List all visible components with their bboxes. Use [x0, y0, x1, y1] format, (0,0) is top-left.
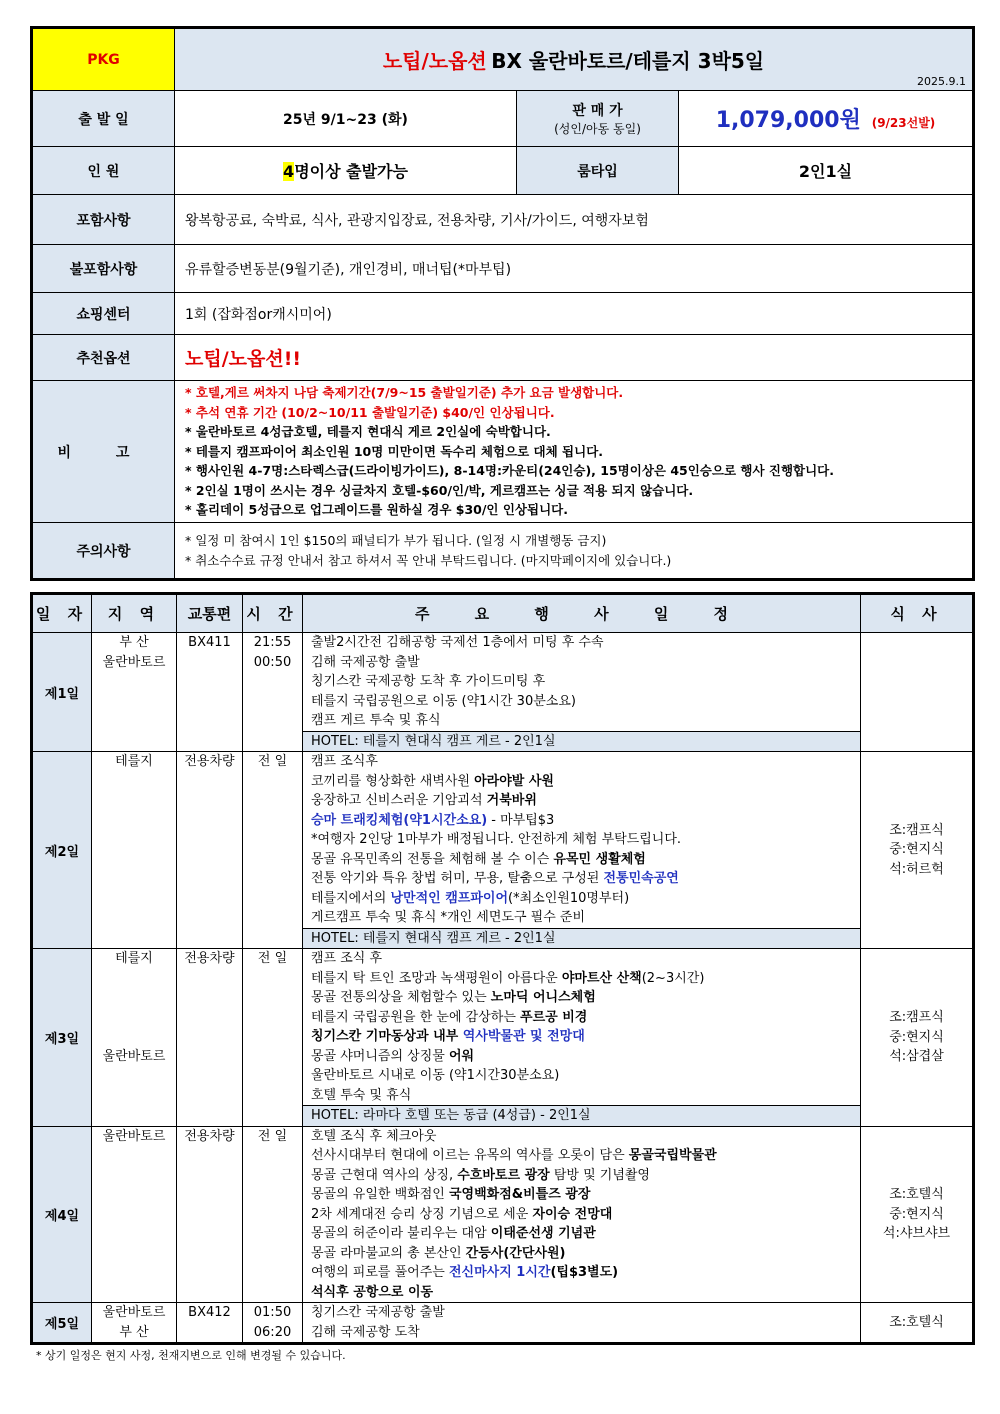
- activities-cell: [303, 1126, 861, 1303]
- activity-text: 탐방 및 기념촬영: [549, 1167, 650, 1183]
- note-item: * 울란바토르 4성급호텔, 테를지 현대식 게르 2인실에 숙박합니다.: [185, 424, 551, 440]
- activities-cell: [303, 1303, 861, 1343]
- activity-text: 캠프 조식후: [311, 754, 378, 769]
- col-header-activities: 주 요 행 사 일 정: [303, 595, 861, 633]
- activity-line: [303, 1127, 860, 1147]
- meals-cell: [861, 949, 973, 1127]
- activity-line: [303, 1166, 860, 1186]
- activity-line: [303, 1303, 860, 1323]
- activity-text: *여행자 2인당 1마부가 배정됩니다. 안전하게 체험 부탁드립니다.: [311, 832, 682, 847]
- people-num: 4: [283, 162, 295, 181]
- activity-line: [303, 1283, 860, 1303]
- activity-line: [303, 1086, 860, 1106]
- time-cell: [243, 1303, 303, 1343]
- activity-text: 울란바토르 시내로 이동 (약1시간30분소요): [311, 1068, 560, 1083]
- activities-cell: [303, 752, 861, 949]
- activity-text: 테를지 국립공원으로 이동 (약1시간 30분소요): [311, 693, 576, 709]
- activity-text: 야마트산 산책: [561, 970, 642, 986]
- activity-text: 몽골 유목민족의 전통을 체험해 볼 수 이슨: [311, 851, 554, 867]
- region-cell-line: [92, 1008, 176, 1028]
- schedule-box: [30, 592, 975, 1345]
- activity-text: 2차 세계대전 승리 상징 기념으로 세운: [311, 1206, 533, 1222]
- exclude-label: 불포함사항: [33, 245, 175, 293]
- transport-cell: [177, 752, 243, 949]
- shop-value: 1회 (잡화점or캐시미어): [175, 293, 973, 335]
- region-cell-line: 테를지: [115, 951, 153, 966]
- hotel-line: HOTEL: 테를지 현대식 캠프 게르 - 2인1실: [303, 928, 860, 949]
- activity-text: 웅장하고 신비스러운 기암괴석: [311, 793, 487, 808]
- meals-cell-line: 중:현지식: [889, 1206, 944, 1222]
- activity-line: [303, 889, 860, 909]
- activity-line: [303, 791, 860, 811]
- activity-line: [303, 869, 860, 889]
- caution-list: [175, 523, 973, 579]
- time-cell-line: 전 일: [257, 754, 288, 769]
- activity-text: 몽골 전통의상을 체험할수 있는: [311, 990, 491, 1005]
- price-cell: [679, 91, 973, 147]
- activity-text: 유목민 생활체험: [553, 851, 646, 867]
- activity-text: 전통 악기와 특유 창법 허미, 무용, 탈춤으로 구성된: [311, 871, 604, 886]
- time-cell-line: 전 일: [257, 1128, 288, 1144]
- meals-cell-line: 조:캠프식: [889, 822, 944, 838]
- room-label: 룸타입: [517, 147, 679, 195]
- activity-text: 출발2시간전 김해공항 국제선 1층에서 미팅 후 수속: [311, 635, 604, 650]
- day-row: [33, 1303, 973, 1343]
- schedule-body: [33, 633, 973, 1343]
- activity-text: 김해 국제공항 출발: [311, 654, 420, 670]
- activity-text: 캠프 게르 투숙 및 휴식: [311, 713, 441, 728]
- shop-label: 쇼핑센터: [33, 293, 175, 335]
- note-item: * 홀리데이 5성급으로 업그레이드를 원하실 경우 $30/인 인상됩니다.: [185, 502, 568, 518]
- region-cell-line: [92, 1027, 176, 1047]
- activity-text: 전통민속공연: [603, 871, 679, 886]
- meals-cell: [861, 1126, 973, 1303]
- activity-line: [303, 672, 860, 692]
- activity-line: [303, 772, 860, 792]
- note-item: * 행사인원 4-7명:스타렉스급(드라이빙가이드), 8-14명:카운티(24인승), 15명이상은 45인승으로 행사 진행합니다.: [185, 463, 834, 479]
- title-red: 노팁/노옵션: [382, 49, 487, 73]
- region-cell: [92, 633, 177, 752]
- transport-cell-line: BX411: [188, 635, 231, 650]
- region-cell-line: 테를지: [115, 754, 153, 769]
- activity-text: 승마 트래킹체험(약1시간소요): [311, 812, 488, 828]
- activity-text: 몽골 샤머니즘의 상징물: [311, 1048, 449, 1064]
- activity-line: [303, 1185, 860, 1205]
- activity-text: 테를지 국립공원을 한 눈에 감상하는: [311, 1009, 521, 1025]
- activity-text: 캠프 조식 후: [311, 951, 383, 966]
- col-header-time: 시 간: [243, 595, 303, 633]
- price-sub-label: (성인/아동 동일): [554, 122, 641, 136]
- col-header-transport: 교통편: [177, 595, 243, 633]
- people-label: 인 원: [33, 147, 175, 195]
- activity-line: [303, 752, 860, 772]
- transport-cell: [177, 949, 243, 1127]
- page-title: [175, 29, 973, 91]
- hotel-line: HOTEL: 테를지 현대식 캠프 게르 - 2인1실: [303, 731, 860, 752]
- activity-line: [303, 850, 860, 870]
- price-label-cell: [517, 91, 679, 147]
- people-value: 명이상 출발가능: [294, 162, 408, 181]
- activity-text: 여행의 피로를 풀어주는: [311, 1265, 449, 1280]
- region-cell-line: [92, 988, 176, 1008]
- day-label: 제4일: [33, 1126, 92, 1303]
- activity-line: [303, 988, 860, 1008]
- time-cell: [243, 633, 303, 752]
- activity-text: 역사박물관 및 전망대: [462, 1029, 585, 1044]
- caution-item: * 일정 미 참여시 1인 $150의 패널티가 부가 됩니다. (일정 시 개별행동 금지): [185, 532, 607, 548]
- meals-cell-line: 조:캠프식: [889, 1010, 944, 1025]
- activity-line: [303, 1205, 860, 1225]
- activities-cell: [303, 633, 861, 752]
- meals-cell-line: 조:호텔식: [889, 1314, 944, 1330]
- time-cell-line: 01:50: [253, 1305, 292, 1320]
- notes-list: [175, 381, 973, 523]
- meals-cell-line: 석:허르헉: [889, 861, 944, 877]
- activity-text: 칭기스칸 국제공항 도착 후 가이드미팅 후: [311, 674, 546, 689]
- time-cell: [243, 1126, 303, 1303]
- price-note: (9/23선발): [871, 116, 936, 130]
- activity-text: 국영백화점&비틀즈 광장: [448, 1187, 591, 1202]
- meals-cell: [861, 752, 973, 949]
- activity-text: 자이승 전망대: [532, 1206, 613, 1222]
- activity-text: 이태준선생 기념관: [490, 1226, 596, 1241]
- day-row: [33, 949, 973, 1127]
- option-value: 노팁/노옵션!!: [175, 335, 973, 381]
- note-item: * 호텔,게르 써차지 나담 축제기간(7/9~15 출발일기준) 추가 요금 발생합니다.: [185, 385, 624, 401]
- transport-cell: [177, 633, 243, 752]
- col-header-region: 지 역: [92, 595, 177, 633]
- day-label: 제5일: [33, 1303, 92, 1343]
- region-cell-line: 울란바토르: [102, 1128, 166, 1144]
- meals-cell: [861, 1303, 973, 1343]
- meals-cell: [861, 633, 973, 752]
- activity-text: 몽골국립박물관: [628, 1148, 717, 1163]
- region-cell: [92, 949, 177, 1127]
- meals-cell-line: 중:현지식: [889, 842, 944, 858]
- activity-line: [303, 949, 860, 969]
- region-cell-line: 울란바토르: [102, 654, 166, 670]
- hotel-line: HOTEL: 라마다 호텔 또는 동급 (4성급) - 2인1실: [303, 1105, 860, 1126]
- activity-line: [303, 969, 860, 989]
- transport-cell: [177, 1303, 243, 1343]
- activity-text: 선사시대부터 현대에 이르는 유목의 역사를 오롯이 담은: [311, 1148, 629, 1163]
- activity-line: [303, 1263, 860, 1283]
- activity-text: - 마부팁$3: [487, 812, 555, 828]
- activities-cell: [303, 949, 861, 1127]
- region-cell: [92, 1126, 177, 1303]
- note-item: * 테를지 캠프파이어 최소인원 10명 미만이면 독수리 체험으로 대체 됩니다.: [185, 443, 604, 459]
- caution-item: * 취소수수료 규정 안내서 참고 하셔서 꼭 안내 부탁드립니다. (마지막페이지에 있습니다.): [185, 552, 672, 568]
- region-cell-line: 울란바토르: [102, 1305, 166, 1320]
- activity-text: 거북바위: [486, 793, 537, 808]
- activity-text: 코끼리를 형상화한 새벽사원: [311, 773, 475, 789]
- room-value: 2인1실: [679, 147, 973, 195]
- transport-cell: [177, 1126, 243, 1303]
- time-cell-line: 전 일: [257, 951, 288, 966]
- activity-text: 몽골의 유일한 백화점인: [311, 1187, 449, 1202]
- activity-text: 수흐바토르 광장: [457, 1167, 550, 1183]
- note-item: * 2인실 1명이 쓰시는 경우 싱글차지 호텔-$60/인/박, 게르캠프는 싱글 적용 되지 않습니다.: [185, 482, 694, 498]
- meals-cell-line: 조:호텔식: [889, 1187, 944, 1202]
- include-value: 왕복항공료, 숙박료, 식사, 관광지입장료, 전용차량, 기사/가이드, 여행자보험: [175, 195, 973, 245]
- activity-text: 석식후 공항으로 이동: [311, 1284, 434, 1300]
- meals-cell-line: 석:삼겹살: [889, 1049, 944, 1064]
- transport-cell-line: 전용차량: [184, 1128, 235, 1144]
- departure-value: 25년 9/1~23 (화): [175, 91, 517, 147]
- activity-text: 낭만적인 캠프파이어: [390, 890, 509, 906]
- activity-text: (*최소인원10명부터): [508, 890, 630, 906]
- transport-cell-line: 전용차량: [184, 951, 235, 966]
- title-main: BX 울란바토르/테를지 3박5일: [491, 49, 765, 73]
- day-row: [33, 1126, 973, 1303]
- activity-line: [303, 1146, 860, 1166]
- activity-line: [303, 711, 860, 731]
- time-cell-line: 21:55: [253, 635, 292, 650]
- activity-text: 게르캠프 투숙 및 휴식 *개인 세면도구 필수 준비: [311, 910, 586, 925]
- people-value-cell: [175, 147, 517, 195]
- region-cell-line: [92, 969, 176, 989]
- time-cell: [243, 949, 303, 1127]
- activity-text: 몽골의 허준이라 불리우는 대암: [311, 1226, 491, 1241]
- activity-text: 칭기스칸 기마동상과 내부: [311, 1029, 463, 1044]
- region-cell-line: 울란바토르: [102, 1048, 166, 1064]
- option-label: 추천옵션: [33, 335, 175, 381]
- activity-text: (2~3시간): [641, 970, 705, 986]
- footnote: * 상기 일정은 현지 사정, 천재지변으로 인해 변경될 수 있습니다.: [36, 1349, 346, 1362]
- activity-line: [303, 692, 860, 712]
- activity-text: 아라야발 사원: [474, 773, 554, 789]
- include-label: 포함사항: [33, 195, 175, 245]
- meals-cell-line: 중:현지식: [889, 1029, 944, 1045]
- activity-line: [303, 1224, 860, 1244]
- activity-text: 호텔 투숙 및 휴식: [311, 1087, 412, 1103]
- caution-label: 주의사항: [33, 523, 175, 579]
- note-item: * 추석 연휴 기간 (10/2~10/11 출발일기준) $40/인 인상됩니다.: [185, 404, 555, 420]
- activity-text: 푸르공 비경: [520, 1009, 588, 1025]
- day-label: 제1일: [33, 633, 92, 752]
- day-label: 제2일: [33, 752, 92, 949]
- info-table: [32, 28, 973, 579]
- region-cell: [92, 1303, 177, 1343]
- activity-text: 전신마사지 1시간: [448, 1265, 551, 1280]
- day-row: [33, 633, 973, 752]
- region-cell-line: 부 산: [119, 635, 149, 650]
- activity-line: [303, 1047, 860, 1067]
- activity-line: [303, 1323, 860, 1343]
- day-label: 제3일: [33, 949, 92, 1127]
- issue-date: 2025.9.1: [917, 75, 966, 88]
- activity-line: [303, 1066, 860, 1086]
- exclude-value: 유류할증변동분(9월기준), 개인경비, 매너팁(*마부팁): [175, 245, 973, 293]
- region-cell-line: 부 산: [119, 1324, 149, 1340]
- activity-line: [303, 633, 860, 653]
- activity-line: [303, 811, 860, 831]
- activity-line: [303, 908, 860, 928]
- time-cell-line: 00:50: [253, 654, 292, 670]
- transport-cell-line: BX412: [188, 1305, 231, 1320]
- time-cell: [243, 752, 303, 949]
- activity-line: [303, 653, 860, 673]
- region-cell: [92, 752, 177, 949]
- transport-cell-line: 전용차량: [184, 754, 235, 769]
- activity-text: 테를지 탁 트인 조망과 녹색평원이 아름다운: [311, 970, 562, 986]
- notes-label: 비 고: [33, 381, 175, 523]
- info-box: [30, 26, 975, 581]
- departure-label: 출 발 일: [33, 91, 175, 147]
- pkg-label: PKG: [33, 29, 175, 91]
- activity-line: [303, 1244, 860, 1264]
- activity-text: 간등사(간단사원): [465, 1245, 566, 1261]
- activity-text: (팁$3별도): [550, 1265, 619, 1280]
- price-label: 판 매 가: [572, 103, 623, 119]
- activity-line: [303, 1008, 860, 1028]
- activity-line: [303, 1027, 860, 1047]
- activity-text: 몽골 근현대 역사의 상징,: [311, 1167, 458, 1183]
- meals-cell-line: 석:샤브샤브: [882, 1226, 951, 1241]
- schedule-table: [32, 594, 973, 1343]
- activity-text: 호텔 조식 후 체크아웃: [311, 1128, 437, 1144]
- activity-line: [303, 830, 860, 850]
- activity-text: 칭기스칸 국제공항 출발: [311, 1305, 445, 1320]
- activity-text: 어워: [448, 1048, 475, 1064]
- activity-text: 노마딕 어니스체험: [490, 990, 596, 1005]
- activity-text: 테를지에서의: [311, 890, 391, 906]
- activity-text: 몽골 라마불교의 총 본산인: [311, 1245, 466, 1261]
- time-cell-line: 06:20: [253, 1324, 292, 1340]
- col-header-meals: 식 사: [861, 595, 973, 633]
- activity-text: 김해 국제공항 도착: [311, 1324, 420, 1340]
- price-value: 1,079,000원: [715, 108, 861, 133]
- col-header-day: 일 자: [33, 595, 92, 633]
- day-row: [33, 752, 973, 949]
